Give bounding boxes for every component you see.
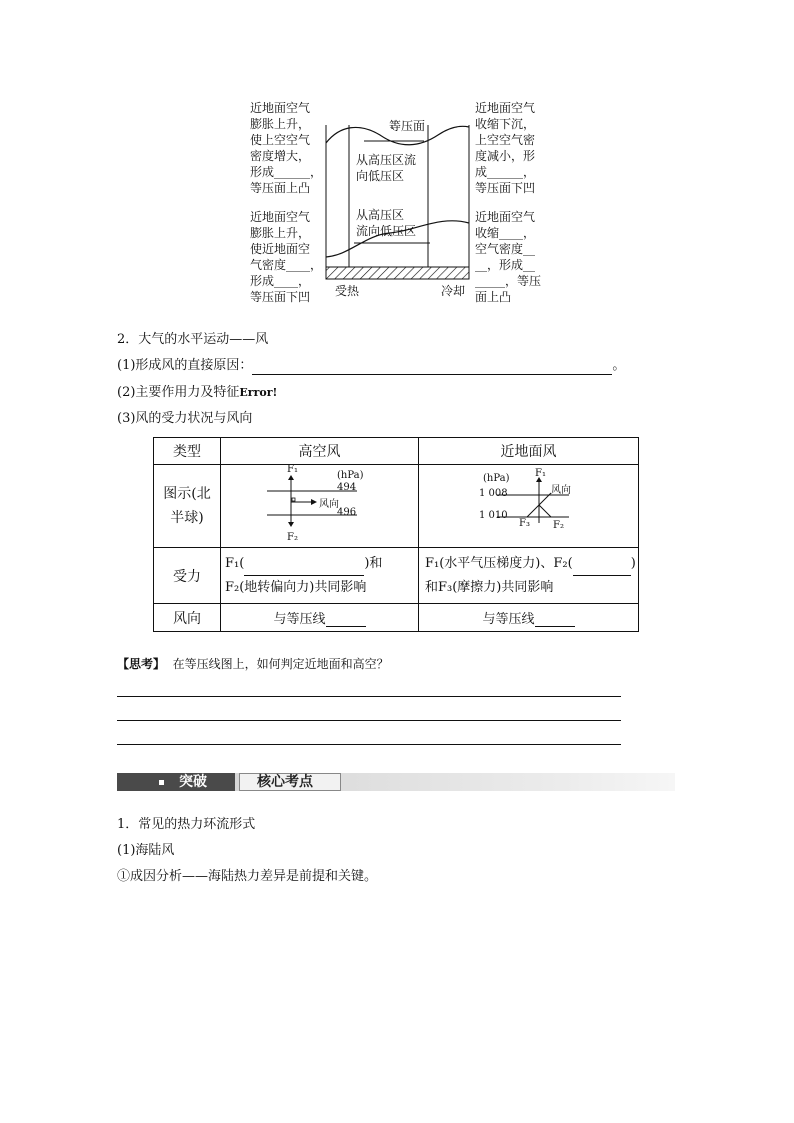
surface-f2-label: F₂ <box>553 520 564 531</box>
row-force-label: 受力 <box>154 548 221 604</box>
item1-blank[interactable] <box>252 360 612 375</box>
surface-wind-label: 风向 <box>551 485 571 496</box>
banner-bullet-icon <box>159 780 164 785</box>
section-banner <box>117 773 675 791</box>
surface-f1-label: F₁ <box>535 468 546 479</box>
section2-heading: 2．大气的水平运动——风 <box>117 332 269 347</box>
surface-force-2: 和F₃(摩擦力)共同影响 <box>425 579 554 595</box>
item1-text: (1)形成风的直接原因： <box>117 358 253 373</box>
surface-force-blank[interactable] <box>573 561 631 576</box>
answer-line-1[interactable] <box>117 696 621 697</box>
high-unit-label: (hPa) <box>337 470 364 481</box>
surface-wind-diagram-cell <box>419 465 639 548</box>
high-wind-diagram-cell <box>221 465 419 548</box>
figure-right-top-text: 近地面空气 收缩下沉， 上空空气密 度减小，形 成______， 等压面下凹 <box>475 101 536 195</box>
section2-item3: (3)风的受力状况与风向 <box>117 411 253 426</box>
answer-line-3[interactable] <box>117 744 621 745</box>
think-question <box>117 655 389 673</box>
high-wind-label: 风向 <box>319 499 339 510</box>
cooled-label: 冷却 <box>441 284 466 298</box>
high-direction-blank[interactable] <box>326 612 366 627</box>
surface-p1-label: 1 008 <box>479 488 508 499</box>
high-f2-label: F₂ <box>287 532 298 543</box>
row-diagram-label: 图示(北 半球) <box>154 465 221 548</box>
isobar-label: 等压面 <box>389 119 426 133</box>
figure-right-bottom-text: 近地面空气 收缩____， 空气密度__ __，形成__ _____，等压 面上凸 <box>475 210 542 304</box>
wind-force-table <box>153 437 639 632</box>
surface-direction-text: 与等压线 <box>482 612 535 627</box>
high-direction-text: 与等压线 <box>273 612 326 627</box>
high-direction-cell <box>221 604 419 632</box>
think-text: 在等压线图上，如何判定近地面和高空？ <box>172 657 389 671</box>
high-f1-label: F₁ <box>287 464 298 475</box>
surface-wind-diagram <box>419 465 638 547</box>
figure-left-bottom-text: 近地面空气 膨胀上升， 使近地面空 气密度____， 形成____， 等压面下凹 <box>250 210 323 304</box>
high-p1-label: 494 <box>337 482 357 493</box>
coriolis-arrow <box>539 505 551 517</box>
surface-unit-label: (hPa) <box>483 473 510 484</box>
surface-p2-label: 1 010 <box>479 510 508 521</box>
col-surface-header: 近地面风 <box>419 438 639 465</box>
lower-flow-label: 从高压区 流向低压区 <box>356 208 417 238</box>
core-sub: (1)海陆风 <box>117 843 175 858</box>
row-direction-label: 风向 <box>154 604 221 632</box>
surface-direction-blank[interactable] <box>535 612 575 627</box>
thermal-circulation-diagram <box>320 115 475 295</box>
banner-tag2: 核心考点 <box>257 774 313 790</box>
think-label: 【思考】 <box>117 657 166 671</box>
surface-f3-label: F₃ <box>519 518 530 529</box>
banner-tag1: 突破 <box>179 774 207 790</box>
heated-label: 受热 <box>335 284 360 298</box>
high-force-1b: )和 <box>364 555 383 571</box>
high-p2-label: 496 <box>337 507 357 518</box>
section2-item1 <box>117 357 625 375</box>
item1-end: 。 <box>612 358 626 373</box>
upper-flow-label: 从高压区流 向低压区 <box>356 153 417 183</box>
col-high-header: 高空风 <box>221 438 419 465</box>
core-heading: 1．常见的热力环流形式 <box>117 817 256 832</box>
item2-text: (2)主要作用力及特征 <box>117 385 240 400</box>
surface-force-1a: F₁(水平气压梯度力)、F₂( <box>425 555 573 571</box>
core-point: ①成因分析——海陆热力差异是前提和关键。 <box>117 869 378 884</box>
section2-item2 <box>117 384 277 402</box>
item2-error: Error! <box>239 386 278 399</box>
high-force-1a: F₁( <box>225 555 245 571</box>
col-type-header: 类型 <box>154 438 221 465</box>
figure-left-top-text: 近地面空气 膨胀上升， 使上空空气 密度增大， 形成______， 等压面上凸 <box>250 101 323 195</box>
banner-dark-tab <box>117 773 235 791</box>
surface-direction-cell <box>419 604 639 632</box>
friction-arrow <box>527 505 539 517</box>
high-force-cell <box>221 548 419 604</box>
surface-force-1b: ) <box>630 555 636 571</box>
high-force-2: F₂(地转偏向力)共同影响 <box>225 579 367 595</box>
high-force-blank[interactable] <box>244 561 364 576</box>
surface-force-cell <box>419 548 639 604</box>
ground-hatch <box>326 267 469 279</box>
answer-line-2[interactable] <box>117 720 621 721</box>
